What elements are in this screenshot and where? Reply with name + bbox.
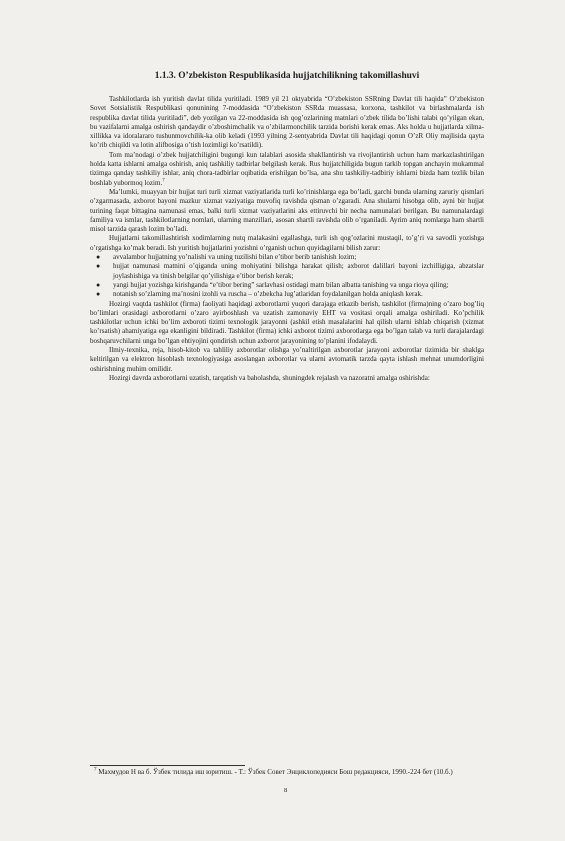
list-item bbox=[90, 262, 484, 281]
paragraph: Ma’lumki, muayyan bir hujjat turi turli xizmat vaziyatlarida turli ko’rinishlarga ega bo’ladi, garchi bunda ularning zaruriy qismlari o’zgarmasada, axborot bayoni mazkur xizmat vaziyatiga muvofiq ravishda qisman o’zgaradi. Ana shularni hisobga olib, ayni bir hujjat turining faqat bittagina namunasi emas, balki turli xizmat vaziyatlarini aks ettiruvchi bir necha namunalari berilgan. Bu namunalardagi familiya va ismlar, tashkilotlarning nomlari, ularning manzillari, asosan shartli ravishda olib o’rganiladi. Ayrim aniq nomlarga ham shartli misol tarzida qarash lozim bo’ladi. bbox=[90, 187, 484, 234]
footnote-divider bbox=[90, 765, 245, 766]
list-item bbox=[90, 281, 484, 290]
list-item bbox=[90, 253, 484, 262]
page-number: 8 bbox=[284, 787, 288, 794]
requirements-list bbox=[90, 253, 484, 299]
list-item-text: yangi hujjat yozishga kirishganda “e’tibor bering” sarlavhasi ostidagi matn bilan albatta tanishing va unga rioya qiling; bbox=[113, 280, 449, 289]
bullet-icon: ● bbox=[96, 290, 101, 299]
bullet-icon: ● bbox=[96, 262, 101, 271]
footnote-mark: 7 bbox=[94, 767, 97, 773]
paragraph-text: Tom ma’nodagi o’zbek hujjatchiligini bugungi kun talablari asosida shakllantirish va rivojlantirish uchun ham markazlashtirilgan holda katta ishlarni amalga oshirish, aniq tashkiliy tadbirlar belgilash kerak. Rus hujjatchiligida bugun tarkib topgan anchayin mukammal tizimga qanday tashkiliy ishlar, aniq chora-tadbirlar oqibatida erishilgan bo’lsa, ana shu tashkiliy-tadbiriy ishlarni bizda ham tezlik bilan boshlab yubormoq lozim. bbox=[90, 150, 484, 187]
footnote bbox=[90, 768, 484, 777]
paragraph: Tashkilotlarda ish yuritish davlat tilida yuritiladi. 1989 yil 21 oktyabrida “O’zbekiston SSRning Davlat tili haqida” O’zbekiston Sovet Sotsialistik Respublikasi qonunining 7-moddasida “O’zbekiston SSRda muassasa, korxona, tashkilot va birlashmalarda ish respublika davlat tilida yuritiladi”, deb yozilgan va 22-moddasida ish qog’ozlarining matnlari o’zbek tilida bo’lishi talabi qo’yilgan ekan, bu vazifalarni amalga oshirish qandaydir o’zboshimchalik va o’zbilarmonchilik tarzida borishi kerak emas. Aks holda u hujjatlarda xilma-xillikka va idoralararo tushunmovchilik-ka olib keladi (1993 yilning 2-sentyabrida Davlat tili haqidagi qonun O’zR Oliy majlisida qayta ko’rib chiqildi va lotin alifbosiga o’tish lozimligi ko’rsatildi). bbox=[90, 95, 484, 150]
footnote-reference[interactable]: 7 bbox=[162, 178, 165, 184]
bullet-icon: ● bbox=[96, 280, 101, 289]
list-item-text: notanish so’zlarning ma’nosini izohli va ruscha – o’zbekcha lug’atlaridan foydalanilgan holda aniqlash kerak. bbox=[113, 290, 423, 299]
list-item-text: avvalambor hujjatning yo’nalishi va uning tuzilishi bilan e’tibor berib tanishish lozim; bbox=[113, 253, 357, 262]
list-item bbox=[90, 290, 484, 299]
section-heading: 1.1.3. O’zbekiston Respublikasida hujjatchilikning takomillashuvi bbox=[154, 71, 420, 81]
paragraph: Hozirgi davrda axborotlarni uzatish, tarqatish va baholashda, shuningdek rejalash va nazoratni amalga oshirishda: bbox=[109, 373, 430, 382]
footnote-text: Махмудов Н ва б. Ўзбек тилида иш юритиш. - Т.: Ўзбек Совет Энциклопедияси Бош редакцияси, 1990.-224 бет (10.б.) bbox=[98, 768, 453, 776]
paragraph: Ilmiy-texnika, reja, hisob-kitob va tahliliy axborotlar olishga yo’naltirilgan axborotlar jarayoni axborotlar tizimida bir shaklga keltirilgan va elektron hisoblash texnologiyasiga asoslangan axborotlar va ularni avtomatik tarzda qayta ishlash mehnat unumdorligini oshirishning muhim omilidir. bbox=[90, 346, 484, 373]
paragraph: Hozirgi vaqtda tashkilot (firma) faoliyati haqidagi axborotlarni yuqori darajaga etkazib berish, tashkilot (firma)ning o’zaro bog’liq bo’limlari orasidagi axborotlarni o’zaro ayirboshlash va uzatish zamonaviy EHT va vositasi orqali amalga oshiriladi. Ko’pchilik tashkilotlar uchun ichki bo’lim axboroti tizimi texnologik jarayonni (ashkil etish masalalarini hal qilish ularni ishlab chiqarish (xizmat ko’rsatish) ahamiyatiga ega ekanligini bildiradi. Tashkilot (firma) ichki axborot tizimi axborotlarga ega bo’lgan talab va turli darajalardagi boshqaruvchilarni unga bo’lgan ehtiyojini qondirish uchun axborot jarayonining to’planini ifodalaydi. bbox=[90, 299, 484, 345]
paragraph bbox=[90, 151, 484, 188]
bullet-icon: ● bbox=[96, 253, 101, 262]
paragraph: Hujjatlarni takomillashtirish xodimlarning nutq malakasini egallashga, turli ish qog’ozlarini mustaqil, to’g’ri va savodli yozishga o’rgatishga ko’mak beradi. Ish yuritish hujjatlarini yozishni o’rganish uchun quyidagilarni bilish zarur: bbox=[90, 234, 484, 252]
list-item-text: hujjat namunasi matnini o’qiganda uning mohiyatini bilishga harakat qilish; axborot dalillari bayoni izchilligiga, abzatslar joylashishiga va tinish belgilar qo’yilishiga e’tibor berish kerak; bbox=[113, 262, 484, 280]
page-body bbox=[90, 70, 484, 383]
